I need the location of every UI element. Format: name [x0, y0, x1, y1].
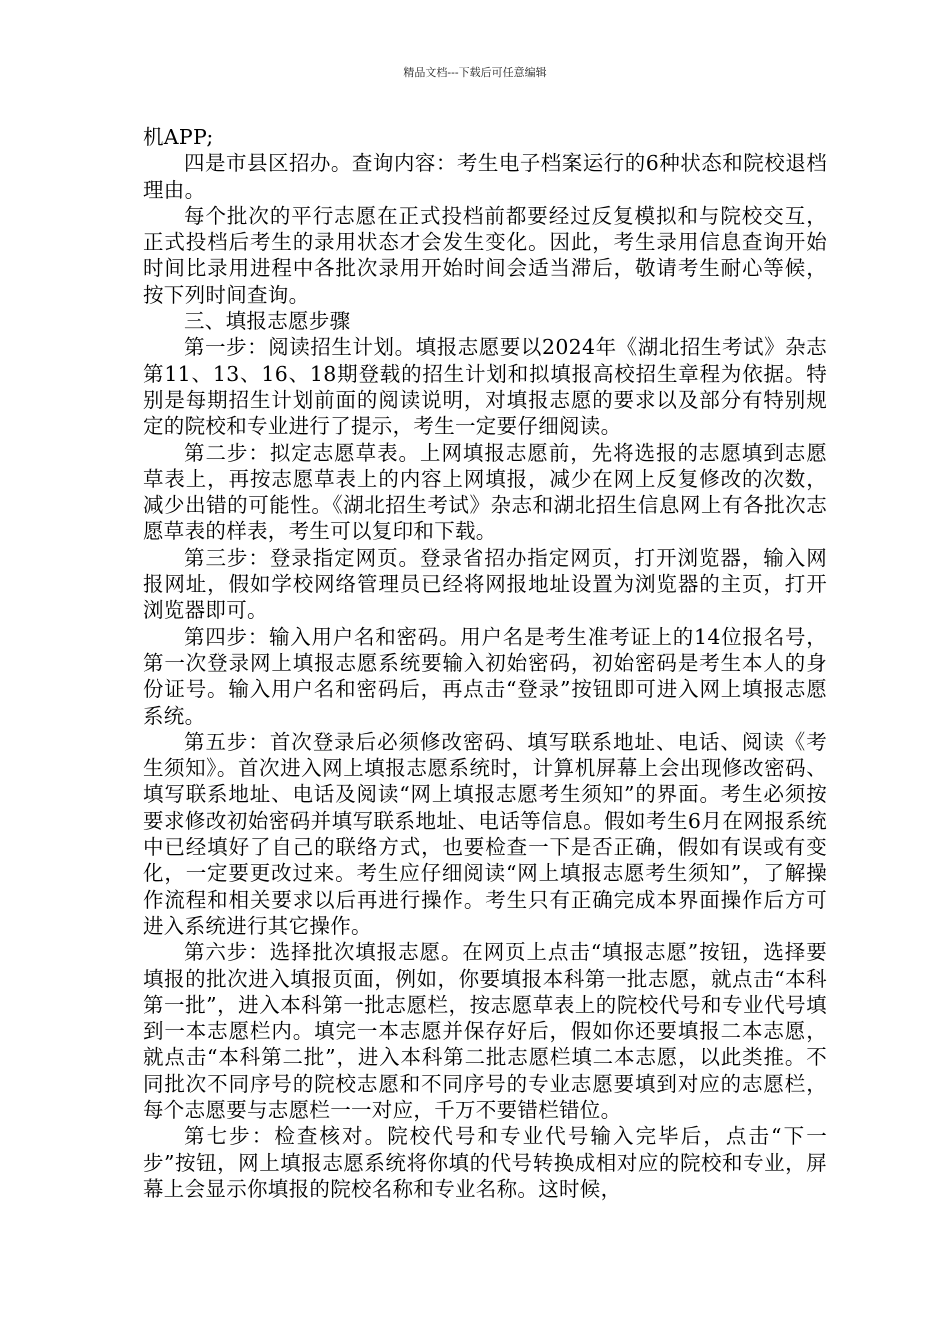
paragraph-step-2: 第二步：拟定志愿草表。上网填报志愿前，先将选报的志愿填到志愿草表上，再按志愿草表上的内容上网填报，减少在网上反复修改的次数，减少出错的可能性。《湖北招生考试》杂志和湖北招生信息网上有各批次志愿草表的样表，考生可以复印和下载。 [143, 440, 827, 544]
paragraph-step-3: 第三步：登录指定网页。登录省招办指定网页，打开浏览器，输入网报网址，假如学校网络管理员已经将网报地址设置为浏览器的主页，打开浏览器即可。 [143, 545, 827, 623]
paragraph-step-7: 第七步：检查核对。院校代号和专业代号输入完毕后，点击“下一步”按钮，网上填报志愿系统将你填的代号转换成相对应的院校和专业，屏幕上会显示你填报的院校名称和专业名称。这时候， [143, 1124, 827, 1201]
document-body [143, 124, 827, 1202]
paragraph-continuation: 机APP; [143, 125, 214, 149]
section-heading-steps: 三、填报志愿步骤 [184, 309, 351, 334]
paragraph-step-4: 第四步：输入用户名和密码。用户名是考生准考证上的14位报名号，第一次登录网上填报志愿系统要输入初始密码，初始密码是考生本人的身份证号。输入用户名和密码后，再点击“登录”按钮即可进入网上填报志愿系统。 [143, 624, 827, 728]
paragraph-step-6: 第六步：选择批次填报志愿。在网页上点击“填报志愿”按钮，选择要填报的批次进入填报页面，例如，你要填报本科第一批志愿，就点击“本科第一批”，进入本科第一批志愿栏，按志愿草表上的院校代号和专业代号填到一本志愿栏内。填完一本志愿并保存好后，假如你还要填报二本志愿，就点击“本科第二批”，进入本科第二批志愿栏填二本志愿，以此类推。不同批次不同序号的院校志愿和不同序号的专业志愿要填到对应的志愿栏，每个志愿要与志愿栏一一对应，千万不要错栏错位。 [143, 940, 827, 1122]
paragraph-step-1: 第一步：阅读招生计划。填报志愿要以2024年《湖北招生考试》杂志第11、13、16、18期登载的招生计划和拟填报高校招生章程为依据。特别是每期招生计划前面的阅读说明，对填报志愿的要求以及部分有特别规定的院校和专业进行了提示，考生一定要仔细阅读。 [143, 335, 827, 439]
paragraph-parallel-volunteer: 每个批次的平行志愿在正式投档前都要经过反复模拟和与院校交互，正式投档后考生的录用状态才会发生变化。因此，考生录用信息查询开始时间比录用进程中各批次录用开始时间会适当滞后，敬请考生耐心等候，按下列时间查询。 [143, 203, 827, 307]
page-header-note: 精品文档---下载后可任意编辑 [403, 66, 547, 79]
paragraph-query-content: 四是市县区招办。查询内容：考生电子档案运行的6种状态和院校退档理由。 [143, 151, 827, 202]
paragraph-step-5: 第五步：首次登录后必须修改密码、填写联系地址、电话、阅读《考生须知》。首次进入网上填报志愿系统时，计算机屏幕上会出现修改密码、填写联系地址、电话及阅读“网上填报志愿考生须知”的界面。考生必须按要求修改初始密码并填写联系地址、电话等信息。假如考生6月在网报系统中已经填好了自己的联络方式，也要检查一下是否正确，假如有误或有变化，一定要更改过来。考生应仔细阅读“网上填报志愿考生须知”，了解操作流程和相关要求以后再进行操作。考生只有正确完成本界面操作后方可进入系统进行其它操作。 [143, 729, 827, 938]
